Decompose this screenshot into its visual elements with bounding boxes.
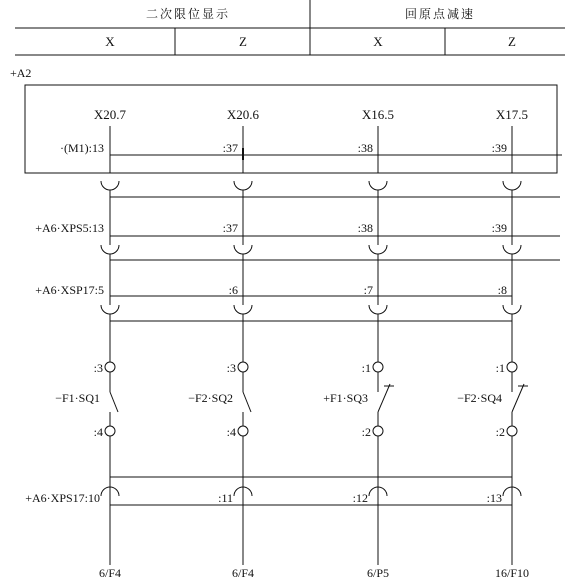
- sq1-top-pin: :3: [93, 361, 103, 375]
- header-col-1: X: [105, 34, 115, 49]
- sq2-top-pin: :3: [226, 361, 236, 375]
- m1-row-label: ·(M1):13: [60, 141, 104, 155]
- input-address-1: X20.7: [93, 107, 127, 122]
- cross-ref-col3: 6/P5: [366, 566, 390, 579]
- sq3-bottom-pin: :2: [361, 425, 371, 439]
- cross-ref-col1: 6/F4: [98, 566, 122, 579]
- xps5-pin-col4: :39: [491, 221, 507, 235]
- sq2-bottom-terminal: [238, 426, 248, 436]
- xsp17-row-label: +A6·XSP17:5: [35, 283, 104, 297]
- m1-pin-col3: :38: [357, 141, 373, 155]
- sq3-blade: [378, 384, 390, 412]
- xsp17-cup-col4: [503, 305, 521, 314]
- xsp17-cup-col1: [101, 305, 119, 314]
- sq1-name: −F1·SQ1: [55, 391, 100, 405]
- sq2-top-terminal: [238, 362, 248, 372]
- xsp17-pin-col4: :8: [497, 283, 507, 297]
- input-address-2: X20.6: [226, 107, 260, 122]
- xps5-pin-col2: :37: [222, 221, 238, 235]
- m1-pin-col4: :39: [491, 141, 507, 155]
- xsp17-cup-col2: [234, 305, 252, 314]
- xps17-row-label: +A6·XPS17:10: [25, 491, 100, 505]
- xps5-cup-col3: [369, 245, 387, 254]
- sq4-bottom-pin: :2: [495, 425, 505, 439]
- xsp17-pin-col3: :7: [363, 283, 373, 297]
- header-col-4: Z: [508, 34, 516, 49]
- header-col-3: X: [373, 34, 383, 49]
- input-address-3: X16.5: [361, 107, 395, 122]
- sq3-bottom-terminal: [373, 426, 383, 436]
- sq2-name: −F2·SQ2: [188, 391, 233, 405]
- module-tag-a2: +A2: [10, 66, 32, 80]
- header-col-2: Z: [239, 34, 247, 49]
- sq4-blade: [512, 384, 524, 412]
- connector-cup-col1: [101, 181, 119, 190]
- header-group-right: 回原点减速: [404, 7, 476, 21]
- m1-pin-col2: :37: [222, 141, 238, 155]
- sq4-top-terminal: [507, 362, 517, 372]
- sq3-top-terminal: [373, 362, 383, 372]
- xps17-pin-col4: :13: [486, 491, 502, 505]
- cross-ref-col4: 16/F10: [494, 566, 530, 579]
- sq2-blade: [243, 392, 251, 412]
- xps5-row-label: +A6·XPS5:13: [35, 221, 104, 235]
- a2-module-box: [25, 85, 557, 173]
- input-address-4: X17.5: [495, 107, 529, 122]
- xps17-pin-col3: :12: [352, 491, 368, 505]
- sq3-name: +F1·SQ3: [323, 391, 368, 405]
- connector-cup-col4: [503, 181, 521, 190]
- sq4-bottom-terminal: [507, 426, 517, 436]
- xsp17-cup-col3: [369, 305, 387, 314]
- xps5-pin-col3: :38: [357, 221, 373, 235]
- sq4-top-pin: :1: [495, 361, 505, 375]
- cross-ref-col2: 6/F4: [231, 566, 255, 579]
- connector-cup-col3: [369, 181, 387, 190]
- xps5-cup-col2: [234, 245, 252, 254]
- connector-cup-col2: [234, 181, 252, 190]
- xps17-pin-col2: :11: [218, 491, 233, 505]
- xsp17-pin-col2: :6: [228, 283, 238, 297]
- header-group-left: 二次限位显示: [145, 7, 231, 21]
- sq1-bottom-pin: :4: [93, 425, 103, 439]
- sq1-top-terminal: [105, 362, 115, 372]
- sq1-bottom-terminal: [105, 426, 115, 436]
- sq3-top-pin: :1: [361, 361, 371, 375]
- sq1-blade: [110, 392, 118, 412]
- sq2-bottom-pin: :4: [226, 425, 236, 439]
- xps5-cup-col1: [101, 245, 119, 254]
- xps5-cup-col4: [503, 245, 521, 254]
- sq4-name: −F2·SQ4: [457, 391, 502, 405]
